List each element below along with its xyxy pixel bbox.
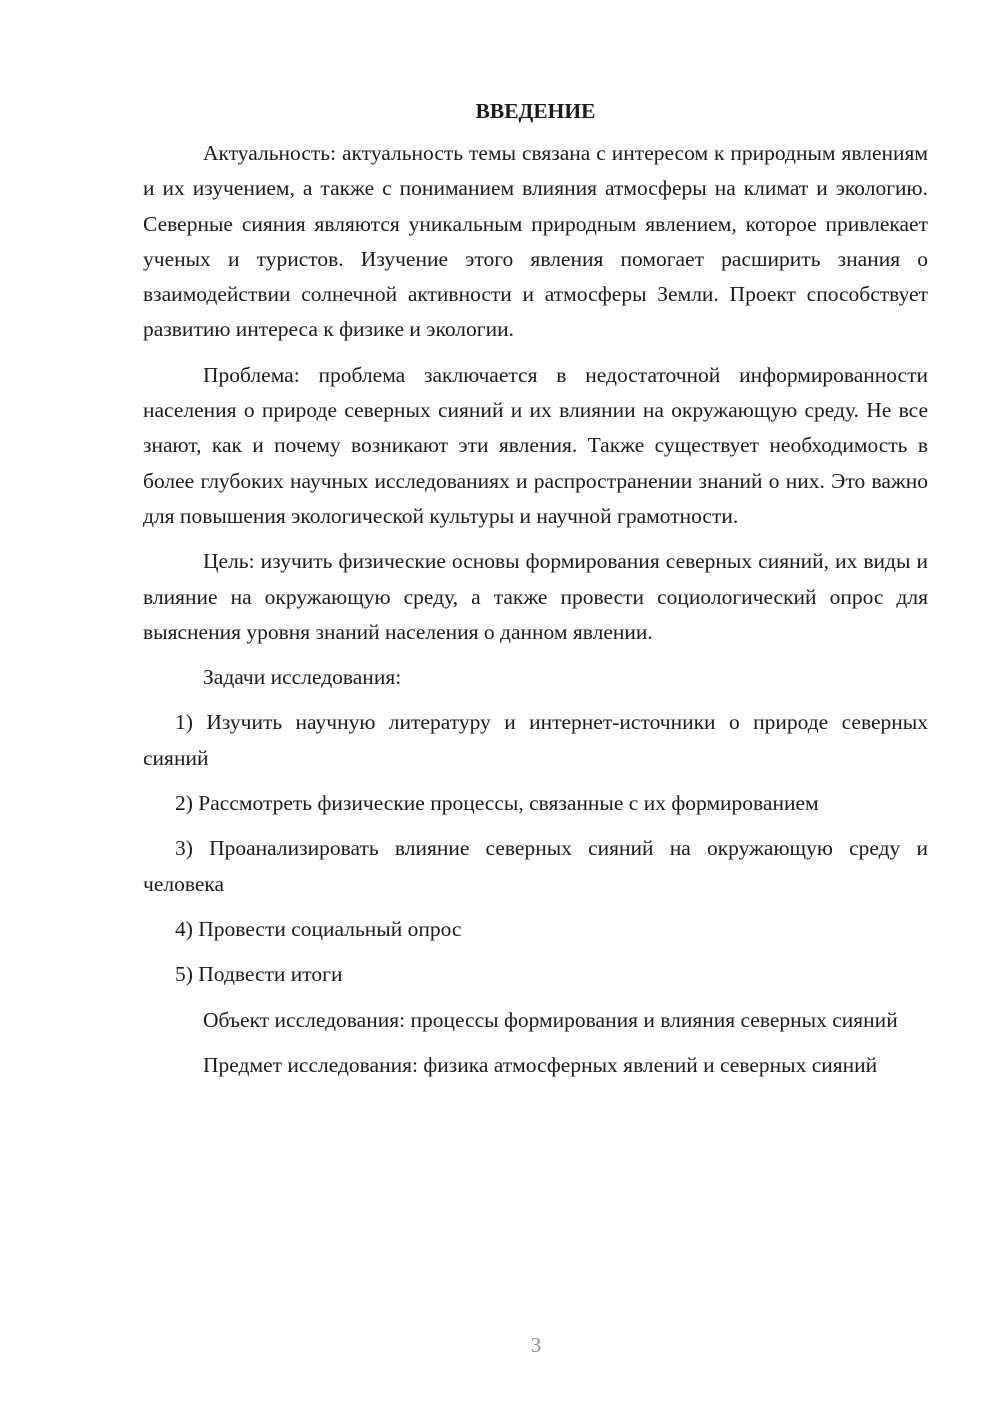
subject-label: Предмет исследования: <box>203 1052 418 1077</box>
subject-text: физика атмосферных явлений и северных сияний <box>423 1052 878 1077</box>
section-title: ВВЕДЕНИЕ <box>475 99 596 123</box>
document-page <box>143 95 928 1093</box>
relevance-label: Актуальность: <box>203 141 337 165</box>
subject-paragraph <box>143 1048 928 1083</box>
goal-paragraph <box>143 544 928 650</box>
object-label: Объект исследования: <box>203 1007 406 1032</box>
task-item: 4) Провести социальный опрос <box>175 916 462 941</box>
task-item: 3) Проанализировать влияние северных сияний на окружающую среду и человека <box>143 836 928 896</box>
problem-text: проблема заключается в недостаточной информированности населения о природе северных сияний и их влиянии на окружающую среду. Не все знают, как и почему возникают эти явления. Также существует необходимость в более глубоких научных исследованиях и распространении знаний о них. Это важно для повышения экологической культуры и научной грамотности. <box>143 362 929 528</box>
task-item: 2) Рассмотреть физические процессы, связанные с их формированием <box>175 791 819 816</box>
page-number: 3 <box>530 1333 542 1357</box>
relevance-paragraph <box>143 136 928 348</box>
goal-label: Цель: <box>203 549 255 574</box>
object-text: процессы формирования и влияния северных сияний <box>410 1007 898 1032</box>
problem-paragraph <box>143 358 928 534</box>
object-paragraph <box>143 1003 928 1038</box>
tasks-heading: Задачи исследования: <box>203 665 402 690</box>
problem-label: Проблема: <box>203 362 300 387</box>
relevance-text: актуальность темы связана с интересом к природным явлениям и их изучением, а также с пониманием влияния атмосферы на климат и экологию. Северные сияния являются уникальным природным явлением, которое привлекает ученых и туристов. Изучение этого явления помогает расширить знания о взаимодействии солнечной активности и атмосферы Земли. Проект способствует развитию интереса к физике и экологии. <box>143 141 929 342</box>
task-item: 5) Подвести итоги <box>175 962 343 987</box>
goal-text: изучить физические основы формирования северных сияний, их виды и влияние на окружающую среду, а также провести социологический опрос для выяснения уровня знаний населения о данном явлении. <box>143 549 928 644</box>
task-item: 1) Изучить научную литературу и интернет-источники о природе северных сияний <box>143 710 928 770</box>
